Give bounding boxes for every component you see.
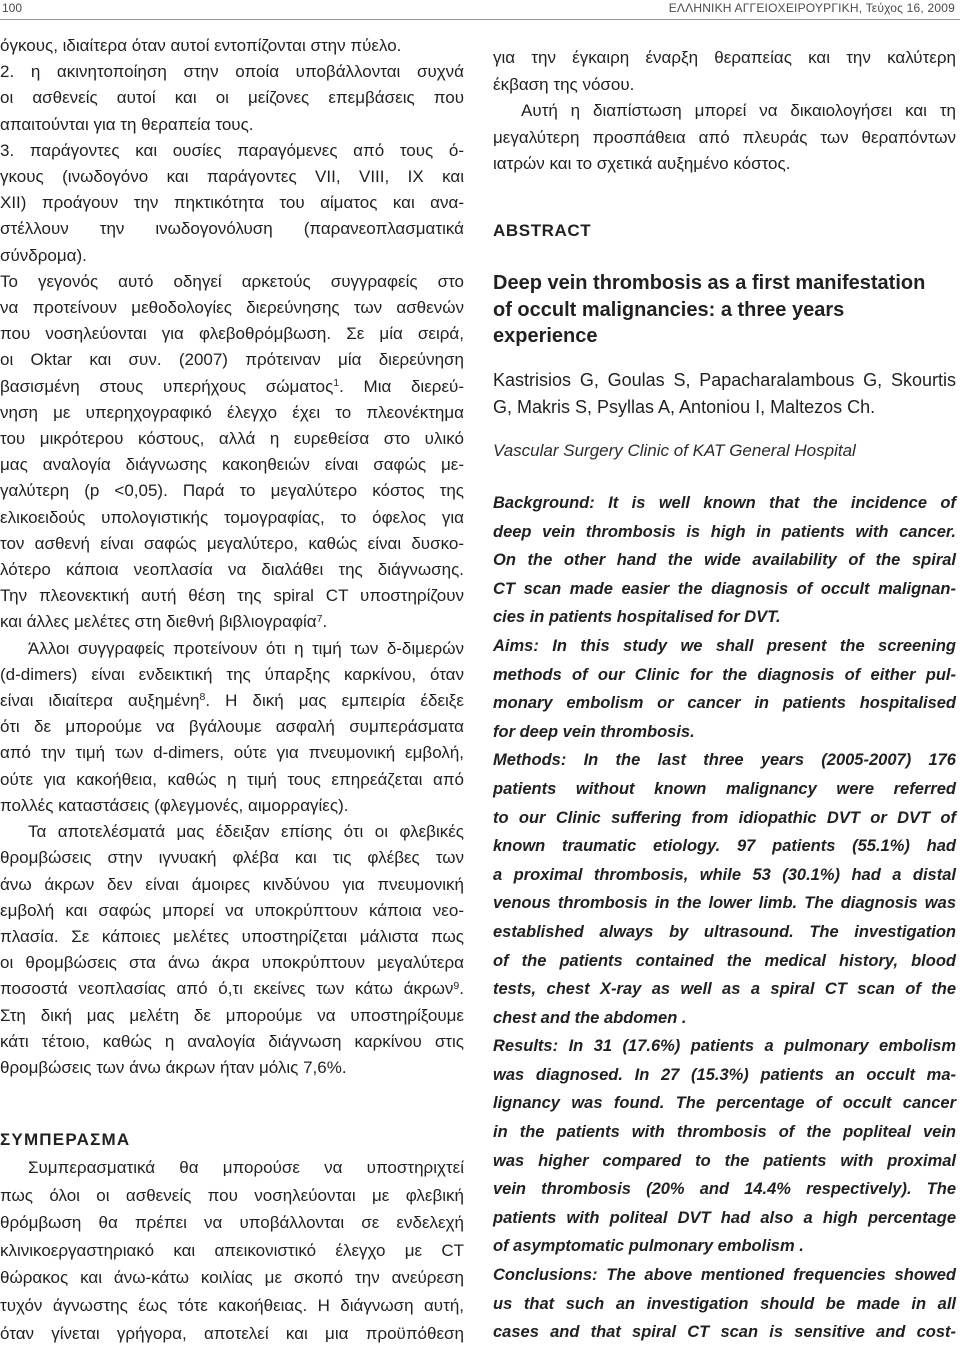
body-line: πως όλοι οι ασθενείς που νοσηλεύονται με φλεβική: [0, 1185, 464, 1205]
body-line: Το γεγονός αυτό οδηγεί αρκετούς συγγραφείς στο: [0, 271, 464, 291]
abstract-line: cies in patients hospitalised for DVT.: [493, 608, 781, 627]
line-text: . Μια διερεύ-: [339, 376, 464, 396]
citation-ref: 7: [316, 612, 323, 625]
body-line: για την έγκαιρη έναρξη θεραπείας και την καλύτερη: [493, 48, 956, 67]
body-line: θρομβώσεις στην ιγνυακή φλέβα και τις φλέβες των: [0, 848, 464, 868]
body-line: οι ασθενείς αυτοί και οι μείζονες επεμβάσεις που: [0, 88, 464, 108]
citation-ref: 1: [333, 376, 340, 389]
abstract-line: for deep vein thrombosis.: [493, 722, 695, 741]
abstract-line: Methods: In the last three years (2005-2007) 176: [493, 751, 956, 770]
body-line: [0, 976, 464, 1002]
abstract-line: of the patients contained the medical history, blood: [493, 951, 956, 970]
line-text: βασισμένη στους υπερήχους σώματος: [0, 376, 334, 396]
body-line: γκους (ινωδογόνο και παράγοντες VII, VIII, IX και: [0, 167, 464, 187]
abstract-line: cases and that spiral CT scan is sensitive and cost-: [493, 1323, 956, 1342]
body-line: οι θρομβώσεις στα άνω άκρα υποκρύπτουν μεγαλύτερα: [0, 953, 464, 973]
body-line: από την τιμή των d-dimers, ούτε για πνευμονική εμβολή,: [0, 743, 464, 763]
body-line: οι Oktar και συν. (2007) πρότειναν μία διερεύνηση: [0, 350, 464, 370]
abstract-line: in the patients with thrombosis of the popliteal vein: [493, 1123, 956, 1142]
title-line: experience: [493, 325, 598, 347]
body-line: ούτε για κακοήθεια, καθώς η τιμή τους επηρεάζεται από: [0, 769, 464, 789]
abstract-body: [493, 489, 956, 1347]
body-line: 2. η ακινητοποίηση στην οποία υποβάλλονται συχνά: [0, 62, 464, 82]
body-line: μας αναλογία διάγνωσης κακοηθειών είναι σαφώς με-: [0, 455, 464, 475]
body-line: Τα αποτελέσματά μας έδειξαν επίσης ότι οι φλεβικές: [28, 822, 464, 842]
body-line: πλασία. Σε κάποιες μελέτες υποστηρίζεται μάλιστα πως: [0, 926, 464, 946]
abstract-line: us that such an investigation should be made in all: [493, 1294, 956, 1313]
line-text: και άλλες μελέτες στη διεθνή βιβλιογραφία: [0, 612, 317, 632]
abstract-line: Conclusions: The above mentioned frequencies showed: [493, 1266, 956, 1285]
abstract-line: On the other hand the wide availability of the spiral: [493, 551, 956, 570]
title-line: Deep vein thrombosis as a first manifestation: [493, 272, 926, 294]
body-line: (d-dimers) είναι ενδεικτική της ύπαρξης καρκίνου, όταν: [0, 664, 464, 684]
body-line: Την πλεονεκτική αυτή θέση της spiral CT υποστηρίζουν: [0, 586, 464, 606]
body-line: στέλλουν την ινωδογονόλυση (παρανεοπλασματικά: [0, 219, 464, 239]
abstract-line: established always by ultrasound. The investigation: [493, 922, 956, 941]
body-line: τον ασθενή είναι σαφώς μεγαλύτερο, καθώς είναι δυσκο-: [0, 533, 464, 553]
body-line: απαιτούνται για τη θεραπεία τους.: [0, 114, 254, 134]
abstract-line: of asymptomatic pulmonary embolism .: [493, 1237, 804, 1256]
abstract-title: [493, 270, 956, 350]
body-line: εμβολή και σαφώς μπορεί να υποκρύπτουν κάποια νεο-: [0, 900, 464, 920]
body-line: του μικρότερου κόστους, αλλά η ευρεθείσα στο υλικό: [0, 429, 464, 449]
abstract-line: tests, chest X-ray as well as a spiral CT scan of the: [493, 980, 956, 999]
abstract-line: vein thrombosis (20% and 14.4% respectively). The: [493, 1180, 956, 1199]
abstract-line: lignancy was found. The percentage of occult cancer: [493, 1094, 956, 1113]
affiliation: Vascular Surgery Clinic of KAT General Hospital: [493, 441, 856, 460]
abstract-line: patients without known malignancy were referred: [493, 779, 956, 798]
body-line: θρομβώσεις των άνω άκρων ήταν μόλις 7,6%.: [0, 1057, 347, 1077]
author-list: [493, 367, 956, 421]
body-line: Στη δική μας μελέτη δε μπορούμε να υποστηρίξουμε: [0, 1005, 464, 1025]
body-line: όγκους, ιδιαίτερα όταν αυτοί εντοπίζονται στην πύελο.: [0, 36, 402, 55]
body-line: γαλύτερη (p <0,05). Παρά το μεγαλύτερο κόστος της: [0, 481, 464, 501]
body-line: ελικοειδούς υπολογιστικής τομογραφίας, το όφελος για: [0, 507, 464, 527]
journal-running-title: ΕΛΛΗΝΙΚΗ ΑΓΓΕΙΟΧΕΙΡΟΥΡΓΙΚΗ, Τεύχος 16, 2009: [668, 1, 955, 15]
abstract-line: a proximal thrombosis, while 53 (30.1%) had a distal: [493, 865, 956, 884]
body-line: ιατρών και το σχετικά αυξημένο κόστος.: [493, 154, 791, 173]
abstract-line: venous thrombosis in the lower limb. The diagnosis was: [493, 894, 956, 913]
body-line: κλινικοεργαστηριακό και απεικονιστικό έλεγχο με CT: [0, 1240, 464, 1260]
line-text: .: [322, 612, 328, 632]
title-line: of occult malignancies: a three years: [493, 298, 845, 321]
body-line: πολλές καταστάσεις (φλεγμονές, αιμορραγίες).: [0, 795, 349, 815]
body-line: [0, 609, 464, 635]
body-line: λότερο κάποια νεοπλασία να διαλάθει της διάγνωσης.: [0, 560, 464, 580]
abstract-line: to our Clinic suffering from idiopathic DVT or DVT of: [493, 808, 956, 827]
body-line: [0, 374, 464, 400]
body-line: τυχόν άγνωστης έως τότε κακοήθειας. Η διάγνωση αυτή,: [0, 1295, 464, 1315]
body-line: άνω άκρων δεν είναι άμοιρες κινδύνου για πνευμονική: [0, 874, 464, 894]
body-line: που νοσηλεύονται για φλεβοθρόμβωση. Σε μία σειρά,: [0, 324, 464, 344]
abstract-line: Background: It is well known that the incidence of: [493, 494, 956, 512]
body-line: [0, 688, 464, 714]
body-line: θρόμβωση θα πρέπει να υποβάλλονται σε ενδελεχή: [0, 1213, 464, 1233]
line-text: ποσοστά νεοπλασίας από ό,τι εκείνες των κάτω άκρων: [0, 979, 454, 999]
conclusion-continued-text: [493, 45, 956, 178]
page-number: 100: [2, 1, 23, 15]
abstract-line: chest and the abdomen .: [493, 1008, 687, 1027]
citation-ref: 8: [199, 691, 206, 704]
body-line: κάτι τέτοιο, καθώς η αναλογία διάγνωση καρκίνου στις: [0, 1031, 464, 1051]
header-divider: [0, 19, 960, 20]
abstract-line: methods of our Clinic for the diagnosis of either pul-: [493, 665, 956, 684]
abstract-line: monary embolism or cancer in patients hospitalised: [493, 694, 956, 713]
body-line: νηση με υπερηχογραφικό έλεγχο έχει το πλεονέκτημα: [0, 402, 464, 422]
body-line: θώρακος και άνω-κάτω κοιλίας με σκοπό την ανεύρεση: [0, 1268, 464, 1288]
abstract-line: was diagnosed. In 27 (15.3%) patients an occult ma-: [493, 1065, 956, 1084]
body-line: όταν γίνεται γρήγορα, αποτελεί και μια προϋπόθεση: [0, 1323, 464, 1343]
line-text: . Η δική μας εμπειρία έδειξε: [205, 691, 464, 711]
discussion-text: [0, 33, 464, 1081]
abstract-line: Results: In 31 (17.6%) patients a pulmonary embolism: [493, 1037, 956, 1056]
abstract-line: CT scan made easier the diagnosis of occult malignan-: [493, 579, 956, 598]
body-line: XII) προάγουν την πηκτικότητα του αίματος και ανα-: [0, 193, 464, 213]
body-line: Συμπερασματικά θα μπορούσε να υποστηριχτεί: [28, 1158, 464, 1177]
body-line: σύνδρομα).: [0, 245, 87, 265]
body-line: έκβαση της νόσου.: [493, 74, 635, 94]
author-line: Kastrisios G, Goulas S, Papacharalambous G, Skourtis: [493, 370, 956, 390]
conclusion-text: [0, 1154, 464, 1347]
body-line: Άλλοι συγγραφείς προτείνουν ότι η τιμή των δ-διμερών: [28, 638, 464, 658]
author-line: G, Makris S, Psyllas A, Antoniou I, Maltezos Ch.: [493, 397, 876, 417]
citation-ref: 9: [453, 979, 460, 992]
abstract-line: Aims: In this study we shall present the screening: [493, 636, 956, 655]
section-heading-abstract: ABSTRACT: [493, 221, 592, 240]
body-line: να προτείνουν μεθοδολογίες διερεύνησης των ασθενών: [0, 298, 464, 318]
body-line: 3. παράγοντες και ουσίες παραγόμενες από τους ό-: [0, 140, 464, 160]
line-text: .: [459, 979, 464, 999]
abstract-line: was higher compared to the patients with proximal: [493, 1151, 956, 1170]
line-text: είναι ιδιαίτερα αυξημένη: [0, 691, 200, 711]
abstract-line: patients with politeal DVT had also a high percentage: [493, 1208, 956, 1227]
abstract-line: known traumatic etiology. 97 patients (55.1%) had: [493, 837, 956, 856]
body-line: μεγαλύτερη προσπάθεια από πλευράς των θεραπόντων: [493, 127, 956, 147]
body-line: ότι δε μπορούμε να βγάλουμε ασφαλή συμπεράσματα: [0, 717, 464, 737]
abstract-line: deep vein thrombosis is high in patients with cancer.: [493, 522, 956, 541]
body-line: Αυτή η διαπίστωση μπορεί να δικαιολογήσει και τη: [521, 101, 956, 120]
section-heading-conclusion: ΣΥΜΠΕΡΑΣΜΑ: [0, 1130, 131, 1149]
